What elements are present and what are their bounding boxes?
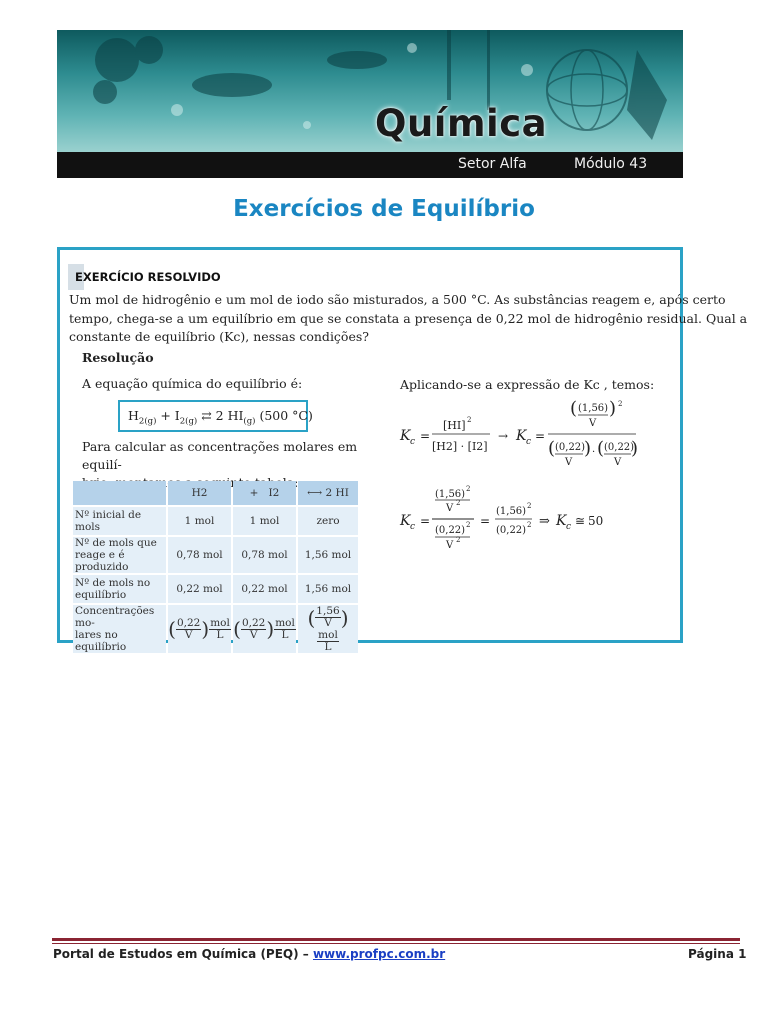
svg-text:≅: ≅	[575, 514, 586, 528]
table-row: Nº de mols no equilíbrio 0,22 mol 0,22 mol 1,56 mol	[73, 575, 358, 603]
svg-text:V: V	[614, 457, 622, 468]
resolucao-intro: A equação química do equilíbrio é:	[82, 376, 303, 391]
svg-text:(1,56): (1,56)	[496, 506, 527, 517]
svg-text:(: (	[548, 438, 556, 459]
svg-text:c: c	[410, 522, 416, 532]
table-row: Nº inicial de mols 1 mol 1 mol zero	[73, 507, 358, 535]
svg-text:(0,22): (0,22)	[435, 525, 466, 536]
svg-text:2: 2	[527, 521, 532, 529]
svg-text:2: 2	[618, 400, 623, 408]
svg-text:K: K	[400, 513, 411, 529]
table-row: Concentrações mo- lares no equilíbrio ( $\frac{0,22}{V}$ ) $\frac{\text{mol}}{L}$ ( $\frac{0,22}{V}$ ) $\frac{\text{mol}}{L}$ ( $\frac{1,56}{V}$ ) $\frac{\text{mol}}{L}$	[73, 605, 358, 653]
aplicando-text: Aplicando-se a expressão de Kc , temos:	[400, 377, 655, 392]
banner-artwork	[57, 30, 683, 152]
svg-text:2: 2	[527, 502, 532, 510]
table-intro: Para calcular as concentrações molares em equilí-	[82, 439, 358, 472]
svg-text:→: →	[498, 429, 509, 443]
svg-text:(1,56): (1,56)	[578, 403, 609, 414]
svg-text:c: c	[526, 437, 532, 447]
svg-text:[H2] · [I2]: [H2] · [I2]	[432, 440, 488, 453]
svg-text:⇒: ⇒	[539, 514, 550, 529]
table-row: Nº de mols que reage e é produzido 0,78 mol 0,78 mol 1,56 mol	[73, 537, 358, 573]
kc-expression-1	[398, 398, 638, 473]
svg-text:50: 50	[588, 514, 604, 528]
footer-rule-thin	[52, 943, 740, 944]
svg-text:(0,22): (0,22)	[604, 442, 635, 453]
header-banner	[57, 30, 683, 178]
kc-expression-2	[398, 483, 638, 556]
banner-modulo: Módulo 43	[574, 156, 648, 172]
svg-text:2: 2	[466, 485, 471, 493]
statement-line: constante de equilíbrio (Kc), nessas condições?	[69, 329, 369, 344]
exercise-tag: EXERCÍCIO RESOLVIDO	[75, 270, 221, 284]
svg-text:): )	[631, 438, 638, 459]
svg-text:[HI]: [HI]	[443, 419, 466, 432]
footer-source: Portal de Estudos em Química (PEQ) – www.profpc.com.br	[53, 947, 446, 961]
svg-text:=: =	[420, 514, 431, 528]
banner-setor: Setor Alfa	[458, 156, 527, 172]
svg-text:=: =	[535, 429, 546, 443]
svg-text:2: 2	[467, 416, 472, 424]
svg-text:K: K	[516, 428, 527, 444]
concentration-table	[71, 479, 360, 655]
svg-text:2: 2	[456, 499, 461, 507]
svg-text:(1,56): (1,56)	[435, 489, 466, 500]
footer-rule	[52, 938, 740, 941]
svg-text:(: (	[570, 398, 578, 419]
footer-link[interactable]: www.profpc.com.br	[312, 947, 446, 961]
svg-text:c: c	[410, 437, 416, 447]
svg-text:c: c	[566, 522, 572, 532]
svg-text:(0,22): (0,22)	[496, 525, 527, 536]
equation-box: $H_{2(g)} + I_{2(g)}$ ⇄ 2 $HI_{(g)}$ (500 °C)	[118, 400, 308, 432]
svg-text:(0,22): (0,22)	[555, 442, 586, 453]
svg-text:): )	[584, 438, 592, 459]
svg-text:=: =	[420, 429, 431, 443]
svg-text:=: =	[480, 514, 491, 528]
svg-text:K: K	[400, 428, 411, 444]
table-header-row: H2 + I2 ⟷ 2 HI	[73, 481, 358, 505]
exercise-box	[57, 247, 748, 653]
svg-text:K: K	[556, 513, 567, 529]
svg-text:·: ·	[592, 447, 596, 458]
svg-text:V: V	[565, 457, 573, 468]
svg-text:V: V	[589, 418, 597, 429]
svg-text:): )	[609, 398, 617, 419]
banner-title: Química	[375, 102, 548, 145]
svg-text:2: 2	[466, 521, 471, 529]
exercise-statement	[69, 291, 748, 347]
page-title: Exercícios de Equilíbrio	[233, 196, 535, 222]
statement-line: tempo, chega-se a um equilíbrio em que se constata a presença de 0,22 mol de hidrogênio residual. Qual a	[69, 310, 748, 326]
resolucao-heading: Resolução	[82, 350, 154, 365]
footer-page-number: Página 1	[688, 947, 747, 961]
svg-text:2: 2	[456, 536, 461, 544]
svg-text:V: V	[446, 540, 454, 551]
svg-text:V: V	[446, 503, 454, 514]
svg-text:(: (	[597, 438, 605, 459]
statement-line: Um mol de hidrogênio e um mol de iodo são misturados, a 500 °C. As substâncias reagem e, após certo	[69, 292, 726, 307]
